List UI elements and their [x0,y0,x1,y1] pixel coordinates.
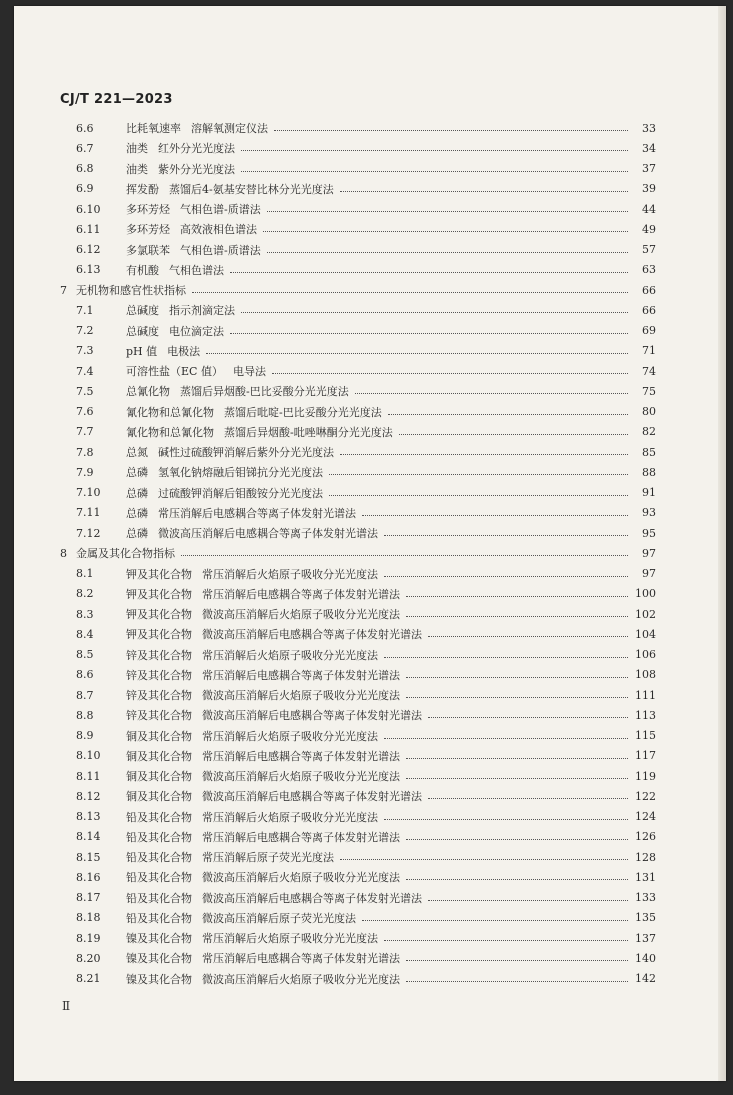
toc-entry-page: 80 [642,405,656,419]
toc-entry-method: 气相色谱法 [169,263,224,277]
toc-entry-method: 微波高压消解后原子荧光光度法 [202,911,356,925]
toc-entry-number: 7.4 [76,364,94,378]
toc-entry-method: 常压消解后火焰原子吸收分光光度法 [202,567,378,581]
toc-entry-number: 6.10 [76,202,101,216]
toc-entry-title: 总氰化物 [126,385,170,399]
dot-leader [384,656,628,658]
toc-entry-title: 铅及其化合物 [126,810,192,824]
toc-entry-page: 122 [635,789,656,803]
toc-entry [60,118,656,138]
toc-entry-number: 6.6 [76,121,94,135]
dot-leader [267,251,628,253]
toc-entry [60,665,656,685]
toc-entry-page: 74 [642,364,656,378]
toc-entry-title: 可溶性盐（EC 值） [126,365,223,379]
toc-entry-number: 6.13 [76,263,101,277]
toc-entry-number: 6.8 [76,162,94,176]
toc-entry [60,604,656,624]
toc-entry-title: 铅及其化合物 [126,851,192,865]
toc-entry-number: 7.9 [76,465,94,479]
toc-entry [60,908,656,928]
toc-entry-page: 66 [642,303,656,317]
toc-entry-title: 镍及其化合物 [126,972,192,986]
toc-entry-page: 75 [642,384,656,398]
toc-entry-number: 8.21 [76,972,101,986]
toc-entry [60,462,656,482]
toc-entry-title: 多氯联苯 [126,243,170,257]
toc-entry-page: 33 [642,121,656,135]
dot-leader [384,818,628,820]
toc-entry-page: 95 [642,526,656,540]
dot-leader [406,878,628,880]
toc-entry-method: 微波高压消解后电感耦合等离子体发射光谱法 [202,709,422,723]
toc-entry [60,726,656,746]
toc-entry [60,746,656,766]
toc-entry-title: 铅及其化合物 [126,891,192,905]
toc-entry [60,948,656,968]
toc-entry-page: 91 [642,486,656,500]
toc-entry-number: 8.16 [76,870,101,884]
toc-entry-page: 111 [635,688,656,702]
toc-entry-page: 93 [642,506,656,520]
toc-entry-page: 106 [635,648,656,662]
toc-entry-method: 气相色谱-质谱法 [180,243,261,257]
toc-entry-page: 117 [635,749,656,763]
document-code: CJ/T 221—2023 [60,92,173,107]
toc-entry-page: 115 [635,729,656,743]
toc-entry-title: 钾及其化合物 [126,587,192,601]
toc-entry-title: 锌及其化合物 [126,668,192,682]
toc-entry-method: 过硫酸钾消解后钼酸铵分光光度法 [158,486,323,500]
toc-entry [60,645,656,665]
toc-entry-method: 微波高压消解后电感耦合等离子体发射光谱法 [202,628,422,642]
toc-entry-title: 镍及其化合物 [126,932,192,946]
toc-entry-page: 88 [642,465,656,479]
toc-entry-method: 微波高压消解后火焰原子吸收分光光度法 [202,770,400,784]
toc-entry-method: 溶解氧测定仪法 [191,122,268,136]
toc-entry-title: 钾及其化合物 [126,608,192,622]
toc-entry-title: 锌及其化合物 [126,689,192,703]
dot-leader [272,372,628,374]
toc-entry-number: 6.9 [76,182,94,196]
toc-entry [60,766,656,786]
toc-entry-page: 97 [642,567,656,581]
toc-entry-method: 氢氧化钠熔融后钼锑抗分光光度法 [158,466,323,480]
toc-entry-method: 蒸馏后吡啶-巴比妥酸分光光度法 [224,405,382,419]
dot-leader [406,777,628,779]
toc-entry-page: 85 [642,445,656,459]
toc-entry-method: 微波高压消解后火焰原子吸收分光光度法 [202,608,400,622]
toc-entry-page: 57 [642,243,656,257]
toc-entry-method: 电位滴定法 [169,324,224,338]
toc-entry-number: 8.11 [76,769,101,783]
document-page [14,6,726,1081]
toc-entry-title: 钾及其化合物 [126,567,192,581]
toc-entry-number: 8.17 [76,891,101,905]
toc-entry-title: 总氮 [126,446,148,460]
toc-entry-title: 总碱度 [126,304,159,318]
dot-leader [384,939,628,941]
toc-entry-number: 7.1 [76,303,94,317]
toc-entry-method: 常压消解后电感耦合等离子体发射光谱法 [202,830,400,844]
toc-entry-method: 常压消解后火焰原子吸收分光光度法 [202,729,378,743]
dot-leader [340,858,628,860]
toc-entry-title: 氰化物和总氰化物 [126,425,214,439]
toc-entry [60,361,656,381]
toc-entry [60,321,656,341]
dot-leader [406,959,628,961]
toc-entry-number: 8.15 [76,850,101,864]
dot-leader [388,413,628,415]
toc-entry [60,280,656,300]
dot-leader [355,392,628,394]
toc-entry-number: 8.18 [76,911,101,925]
toc-entry-method: 气相色谱-质谱法 [180,203,261,217]
dot-leader [241,311,628,313]
toc-entry-method: 常压消解后火焰原子吸收分光光度法 [202,932,378,946]
dot-leader [362,514,628,516]
toc-entry-page: 100 [635,587,656,601]
toc-entry [60,685,656,705]
toc-entry-method: 常压消解后原子荧光光度法 [202,851,334,865]
toc-entry-title: 总磷 [126,486,148,500]
toc-entry-number: 8.3 [76,607,94,621]
dot-leader [340,190,628,192]
toc-entry-number: 7.7 [76,425,94,439]
toc-entry-number: 8.10 [76,749,101,763]
toc-entry-number: 8.6 [76,668,94,682]
toc-entry-title: 钾及其化合物 [126,628,192,642]
toc-entry-title: 氰化物和总氰化物 [126,405,214,419]
toc-entry [60,584,656,604]
dot-leader [230,271,628,273]
toc-entry [60,564,656,584]
dot-leader [406,838,628,840]
dot-leader [274,129,628,131]
toc-entry [60,442,656,462]
toc-entry-number: 7.8 [76,445,94,459]
toc-entry-page: 137 [635,931,656,945]
toc-entry-title: 挥发酚 [126,182,159,196]
dot-leader [384,534,628,536]
toc-entry [60,847,656,867]
toc-entry-method: 红外分光光度法 [158,142,235,156]
toc-entry-method: 紫外分光光度法 [158,162,235,176]
toc-entry-method: 高效液相色谱法 [180,223,257,237]
toc-entry-method: 常压消解后电感耦合等离子体发射光谱法 [202,749,400,763]
dot-leader [263,230,628,232]
dot-leader [406,696,628,698]
toc-entry-number: 8.5 [76,648,94,662]
dot-leader [329,494,628,496]
toc-entry-method: 微波高压消解后火焰原子吸收分光光度法 [202,689,400,703]
toc-entry-title: 总磷 [126,506,148,520]
dot-leader [340,453,628,455]
toc-entry-number: 8.19 [76,931,101,945]
toc-entry [60,807,656,827]
toc-entry-method: 蒸馏后4-氨基安替比林分光光度法 [169,182,334,196]
dot-leader [406,757,628,759]
dot-leader [399,433,628,435]
toc-entry-page: 131 [635,870,656,884]
toc-entry-number: 8.7 [76,688,94,702]
table-of-contents [60,118,656,989]
toc-entry-page: 49 [642,222,656,236]
toc-entry-title: 无机物和感官性状指标 [76,284,186,298]
toc-entry [60,240,656,260]
toc-entry-title: 铅及其化合物 [126,911,192,925]
toc-entry-page: 128 [635,850,656,864]
toc-entry-method: 蒸馏后异烟酸-吡唑啉酮分光光度法 [224,425,393,439]
dot-leader [384,737,628,739]
dot-leader [428,899,628,901]
toc-entry-method: 微波高压消解后电感耦合等离子体发射光谱法 [202,790,422,804]
toc-entry-number: 6.12 [76,243,101,257]
toc-entry [60,624,656,644]
dot-leader [406,676,628,678]
toc-entry-method: 微波高压消解后电感耦合等离子体发射光谱法 [202,891,422,905]
toc-entry-number: 7.5 [76,384,94,398]
toc-entry-method: 微波高压消解后火焰原子吸收分光光度法 [202,972,400,986]
dot-leader [428,716,628,718]
toc-entry-title: 总碱度 [126,324,159,338]
toc-entry-title: 锌及其化合物 [126,648,192,662]
dot-leader [181,554,628,556]
toc-entry-method: 常压消解后电感耦合等离子体发射光谱法 [202,668,400,682]
toc-entry-method: 常压消解后电感耦合等离子体发射光谱法 [202,952,400,966]
toc-entry-page: 126 [635,830,656,844]
toc-entry-title: 锌及其化合物 [126,709,192,723]
dot-leader [406,595,628,597]
toc-entry-page: 124 [635,810,656,824]
page-number-footer: Ⅱ [62,999,71,1013]
toc-entry-page: 135 [635,911,656,925]
toc-entry-title: 油类 [126,142,148,156]
dot-leader [206,352,628,354]
toc-entry [60,159,656,179]
toc-entry-title: 金属及其化合物指标 [76,547,175,561]
dot-leader [406,980,628,982]
toc-entry [60,422,656,442]
toc-entry-number: 8.9 [76,729,94,743]
page-edge [718,6,726,1081]
toc-entry-page: 102 [635,607,656,621]
toc-entry [60,523,656,543]
dot-leader [267,210,628,212]
toc-entry [60,219,656,239]
toc-entry [60,867,656,887]
toc-entry-title: 铜及其化合物 [126,770,192,784]
toc-entry-title: 铜及其化合物 [126,790,192,804]
toc-entry-page: 44 [642,202,656,216]
toc-entry [60,402,656,422]
toc-entry-method: 微波高压消解后电感耦合等离子体发射光谱法 [158,527,378,541]
toc-entry-number: 8.13 [76,810,101,824]
dot-leader [241,170,628,172]
toc-entry-method: 指示剂滴定法 [169,304,235,318]
toc-entry-title: 铜及其化合物 [126,749,192,763]
toc-entry-page: 104 [635,627,656,641]
toc-entry-page: 119 [635,769,656,783]
toc-entry-number: 7.3 [76,344,94,358]
toc-entry [60,705,656,725]
toc-entry-number: 7 [60,283,67,297]
toc-entry-title: 铜及其化合物 [126,729,192,743]
toc-entry-number: 8.4 [76,627,94,641]
toc-entry-number: 8.20 [76,951,101,965]
toc-entry-number: 8.2 [76,587,94,601]
toc-entry-title: pH 值 [126,344,158,358]
toc-entry-number: 6.11 [76,222,101,236]
toc-entry [60,260,656,280]
toc-entry-title: 多环芳烃 [126,203,170,217]
toc-entry [60,381,656,401]
toc-entry-page: 97 [642,546,656,560]
toc-entry-method: 微波高压消解后火焰原子吸收分光光度法 [202,871,400,885]
dot-leader [362,919,628,921]
toc-entry [60,888,656,908]
toc-entry-number: 7.12 [76,526,101,540]
toc-entry [60,827,656,847]
dot-leader [241,149,628,151]
toc-entry-number: 8.8 [76,708,94,722]
toc-entry-page: 113 [635,708,656,722]
toc-entry-title: 总磷 [126,527,148,541]
toc-entry-method: 电导法 [232,365,266,379]
toc-entry-number: 7.2 [76,324,94,338]
toc-entry-method: 电极法 [167,344,201,358]
toc-entry-page: 108 [635,668,656,682]
dot-leader [192,291,628,293]
toc-entry-page: 39 [642,182,656,196]
toc-entry-title: 铅及其化合物 [126,871,192,885]
toc-entry-title: 多环芳烃 [126,223,170,237]
toc-entry-title: 镍及其化合物 [126,952,192,966]
dot-leader [230,332,628,334]
toc-entry [60,969,656,989]
toc-entry [60,341,656,361]
toc-entry [60,503,656,523]
toc-entry-title: 比耗氧速率 [126,122,181,136]
dot-leader [329,473,628,475]
toc-entry-method: 碱性过硫酸钾消解后紫外分光光度法 [158,446,334,460]
toc-entry-page: 37 [642,162,656,176]
toc-entry-page: 140 [635,951,656,965]
toc-entry-number: 6.7 [76,141,94,155]
toc-entry-title: 油类 [126,162,148,176]
dot-leader [428,635,628,637]
toc-entry-title: 总磷 [126,466,148,480]
toc-entry-page: 133 [635,891,656,905]
toc-entry [60,300,656,320]
toc-entry-page: 63 [642,263,656,277]
toc-entry-number: 7.10 [76,486,101,500]
toc-entry [60,928,656,948]
toc-entry-number: 8 [60,546,67,560]
toc-entry-method: 常压消解后电感耦合等离子体发射光谱法 [158,506,356,520]
toc-entry-method: 常压消解后火焰原子吸收分光光度法 [202,648,378,662]
toc-entry-number: 7.6 [76,405,94,419]
toc-entry-page: 69 [642,324,656,338]
toc-entry-method: 蒸馏后异烟酸-巴比妥酸分光光度法 [180,385,349,399]
toc-entry [60,543,656,563]
dot-leader [428,797,628,799]
toc-entry [60,483,656,503]
toc-entry-method: 常压消解后电感耦合等离子体发射光谱法 [202,587,400,601]
toc-entry [60,199,656,219]
toc-entry [60,786,656,806]
toc-entry-method: 常压消解后火焰原子吸收分光光度法 [202,810,378,824]
toc-entry-page: 82 [642,425,656,439]
dot-leader [406,615,628,617]
toc-entry-number: 8.1 [76,567,94,581]
toc-entry-title: 有机酸 [126,263,159,277]
toc-entry-number: 8.14 [76,830,101,844]
toc-entry [60,138,656,158]
toc-entry [60,179,656,199]
toc-entry-page: 71 [642,344,656,358]
dot-leader [384,575,628,577]
toc-entry-number: 8.12 [76,789,101,803]
toc-entry-page: 142 [635,972,656,986]
toc-entry-page: 66 [642,283,656,297]
toc-entry-number: 7.11 [76,506,101,520]
toc-entry-title: 铅及其化合物 [126,830,192,844]
toc-entry-page: 34 [642,141,656,155]
